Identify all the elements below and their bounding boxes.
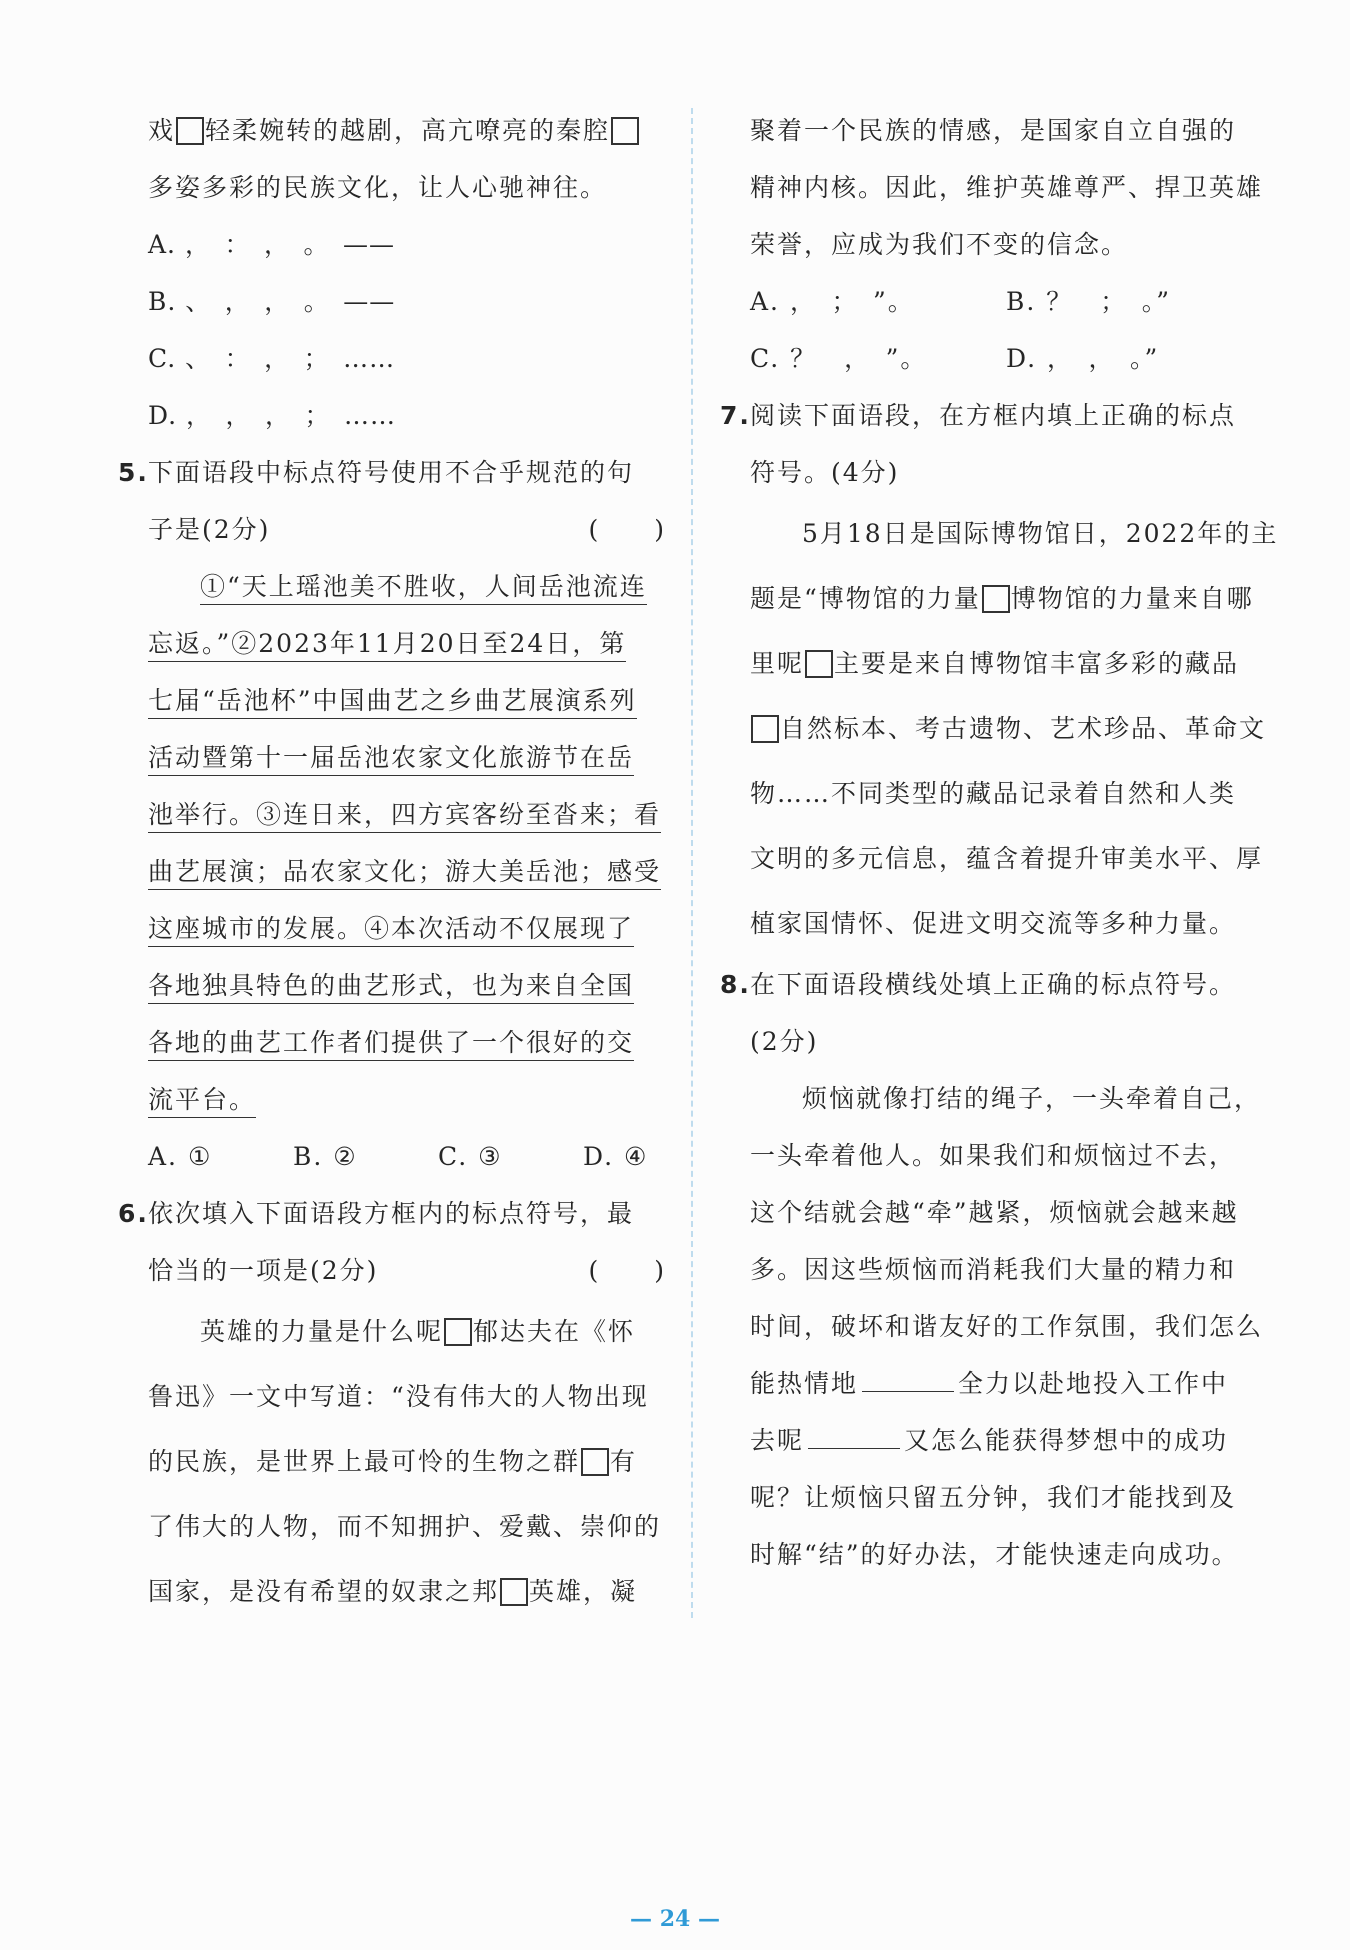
text-run: 博物馆的力量来自哪 [1010, 584, 1254, 613]
text-run: 烦恼就像打结的绳子，一头牵着自己， [802, 1084, 1262, 1113]
text-run: 能热情地 [750, 1369, 859, 1398]
text-run: 主要是来自博物馆丰富多彩的藏品 [834, 649, 1240, 678]
stem-text: 依次填入下面语段方框内的标点符号，最 [148, 1199, 635, 1228]
question-6 [118, 1185, 666, 1624]
text-line [148, 1364, 666, 1429]
text-run: 时间，破坏和谐友好的工作氛围，我们怎么 [750, 1312, 1264, 1341]
answer-box[interactable] [611, 117, 639, 145]
stem-text: 在下面语段横线处填上正确的标点符号。 [750, 970, 1237, 999]
question-stem-line [148, 501, 666, 558]
text-run: 了伟大的人物，而不知拥护、爱戴、崇仰的 [148, 1512, 662, 1541]
answer-box[interactable] [176, 117, 204, 145]
q6-passage-tail [750, 102, 1268, 273]
q4-options [148, 216, 666, 444]
text-run: 多姿多彩的民族文化，让人心驰神往。 [148, 173, 608, 202]
text-line [750, 1469, 1268, 1526]
question-number: 6. [118, 1199, 149, 1228]
option[interactable]: B. ② [293, 1142, 358, 1171]
question-5 [118, 444, 666, 1185]
underlined-text: 各地独具特色的曲艺形式，也为来自全国 [148, 971, 634, 1004]
option[interactable]: D. ， ， 。” [1006, 344, 1160, 373]
text-run: 英雄，凝 [529, 1577, 638, 1606]
underlined-text: 曲艺展演；品农家文化；游大美岳池；感受 [148, 857, 661, 890]
text-run: 轻柔婉转的越剧，高亢嘹亮的秦腔 [205, 116, 611, 145]
question-stem-line [118, 1185, 666, 1242]
text-line [750, 696, 1268, 761]
option-row [750, 273, 1268, 330]
answer-box[interactable] [805, 650, 833, 678]
passage-line: 精神内核。因此，维护英雄尊严、捍卫英雄 [750, 173, 1264, 202]
question-8 [720, 956, 1268, 1583]
text-run: 物……不同类型的藏品记录着自然和人类 [750, 779, 1237, 808]
text-line [750, 631, 1268, 696]
text-line [148, 1299, 666, 1364]
text-run: 5月18日是国际博物馆日，2022年的主 [802, 519, 1279, 548]
answer-box[interactable] [581, 1448, 609, 1476]
text-run: 去呢 [750, 1426, 805, 1455]
passage-line [148, 900, 666, 957]
underlined-text: 流平台。 [148, 1085, 256, 1118]
underlined-text: 七届“岳池杯”中国曲艺之乡曲艺展演系列 [148, 686, 637, 719]
stem-text: 子是(2分) [148, 515, 271, 544]
passage-line [148, 1071, 666, 1128]
text-line [750, 1355, 1268, 1412]
answer-box[interactable] [751, 715, 779, 743]
text-line [750, 761, 1268, 826]
option[interactable]: C. ③ [438, 1142, 503, 1171]
text-line [750, 566, 1268, 631]
passage-line: 聚着一个民族的情感，是国家自立自强的 [750, 116, 1237, 145]
text-run: 有 [610, 1447, 638, 1476]
passage-line [148, 672, 666, 729]
answer-blank[interactable] [862, 1361, 954, 1392]
option[interactable]: B. ？ ； 。” [1006, 287, 1172, 316]
question-stem-line [720, 387, 1268, 444]
text-run: 英雄的力量是什么呢 [200, 1317, 444, 1346]
text-line [750, 1298, 1268, 1355]
text-run: 鲁迅》一文中写道：“没有伟大的人物出现 [148, 1382, 649, 1411]
text-line [750, 1241, 1268, 1298]
passage-line [148, 786, 666, 843]
text-line [148, 1494, 666, 1559]
left-column [118, 102, 666, 1624]
right-column [720, 102, 1279, 1583]
text-run: 全力以赴地投入工作中 [958, 1369, 1229, 1398]
text-line [750, 826, 1268, 891]
question-7 [720, 387, 1279, 956]
option-line: C. 、 ： ， ； …… [148, 344, 396, 373]
text-line [750, 501, 1279, 566]
underlined-text: 各地的曲艺工作者们提供了一个很好的交 [148, 1028, 634, 1061]
underlined-text: 池举行。③连日来，四方宾客纷至沓来；看 [148, 800, 661, 833]
answer-box[interactable] [982, 585, 1010, 613]
text-line [750, 891, 1268, 956]
passage-line [148, 729, 666, 786]
text-run: 时解“结”的好办法，才能快速走向成功。 [750, 1540, 1239, 1569]
question-number: 8. [720, 970, 751, 999]
q4-passage-tail [148, 102, 666, 216]
stem-text: (2分) [750, 1027, 819, 1056]
text-run: 里呢 [750, 649, 805, 678]
question-number: 5. [118, 458, 149, 487]
passage-line [148, 615, 666, 672]
underlined-text: 活动暨第十一届岳池农家文化旅游节在岳 [148, 743, 634, 776]
text-line [148, 159, 666, 216]
text-line [750, 1526, 1268, 1583]
text-line [750, 1184, 1268, 1241]
option[interactable]: D. ④ [583, 1142, 649, 1171]
answer-blank[interactable] [808, 1418, 900, 1449]
passage-line: 荣誉，应成为我们不变的信念。 [750, 230, 1129, 259]
stem-text: 恰当的一项是(2分) [148, 1256, 379, 1285]
passage-line [148, 558, 666, 615]
text-line [750, 1070, 1268, 1127]
text-run: 呢？让烦恼只留五分钟，我们才能找到及 [750, 1483, 1237, 1512]
text-run: 自然标本、考古遗物、艺术珍品、革命文 [780, 714, 1267, 743]
text-run: 戏 [148, 116, 176, 145]
answer-box[interactable] [500, 1578, 528, 1606]
option-line: A. ， ： ， 。 —— [148, 230, 395, 259]
page-number: — 24 — [630, 1906, 720, 1932]
text-line [148, 1559, 666, 1624]
answer-box[interactable] [444, 1318, 472, 1346]
underlined-text: 忘返。”②2023年11月20日至24日，第 [148, 629, 626, 662]
question-stem-line [118, 444, 666, 501]
option-line: D. ， ， ， ； …… [148, 401, 397, 430]
option[interactable]: C. ？ ， ”。 [750, 344, 928, 373]
option-row [750, 330, 1268, 387]
q5-options [148, 1128, 666, 1185]
underlined-text: ①“天上瑶池美不胜收，人间岳池流连 [200, 572, 647, 605]
text-line [750, 1127, 1268, 1184]
option[interactable]: A. ， ； ”。 [750, 287, 915, 316]
passage-line [148, 1014, 666, 1071]
option-line: B. 、 ， ， 。 —— [148, 287, 396, 316]
text-run: 的民族，是世界上最可怜的生物之群 [148, 1447, 581, 1476]
stem-text: 符号。(4分) [750, 458, 900, 487]
stem-text: 下面语段中标点符号使用不合乎规范的句 [148, 458, 635, 487]
text-run: 植家国情怀、促进文明交流等多种力量。 [750, 909, 1237, 938]
text-run: 题是“博物馆的力量 [750, 584, 981, 613]
text-run: 这个结就会越“牵”越紧，烦恼就会越来越 [750, 1198, 1239, 1227]
column-divider [691, 108, 693, 1618]
text-line [148, 1429, 666, 1494]
text-run: 又怎么能获得梦想中的成功 [904, 1426, 1229, 1455]
passage-line [148, 843, 666, 900]
question-number: 7. [720, 401, 751, 430]
text-line [148, 102, 666, 159]
q6-options [750, 273, 1268, 387]
question-stem-line [750, 444, 1268, 501]
text-run: 国家，是没有希望的奴隶之邦 [148, 1577, 500, 1606]
text-run: 一头牵着他人。如果我们和烦恼过不去， [750, 1141, 1237, 1170]
question-stem-line [750, 1013, 1268, 1070]
underlined-text: 这座城市的发展。④本次活动不仅展现了 [148, 914, 634, 947]
stem-text: 阅读下面语段，在方框内填上正确的标点 [750, 401, 1237, 430]
text-run: 多。因这些烦恼而消耗我们大量的精力和 [750, 1255, 1237, 1284]
question-stem-line [720, 956, 1268, 1013]
text-run: 文明的多元信息，蕴含着提升审美水平、厚 [750, 844, 1264, 873]
passage-line [148, 957, 666, 1014]
option[interactable]: A. ① [148, 1142, 213, 1171]
text-run: 郁达夫在《怀 [473, 1317, 636, 1346]
question-stem-line [148, 1242, 666, 1299]
answer-parentheses[interactable]: ( ) [588, 515, 666, 544]
text-line [750, 1412, 1268, 1469]
answer-parentheses[interactable]: ( ) [588, 1256, 666, 1285]
